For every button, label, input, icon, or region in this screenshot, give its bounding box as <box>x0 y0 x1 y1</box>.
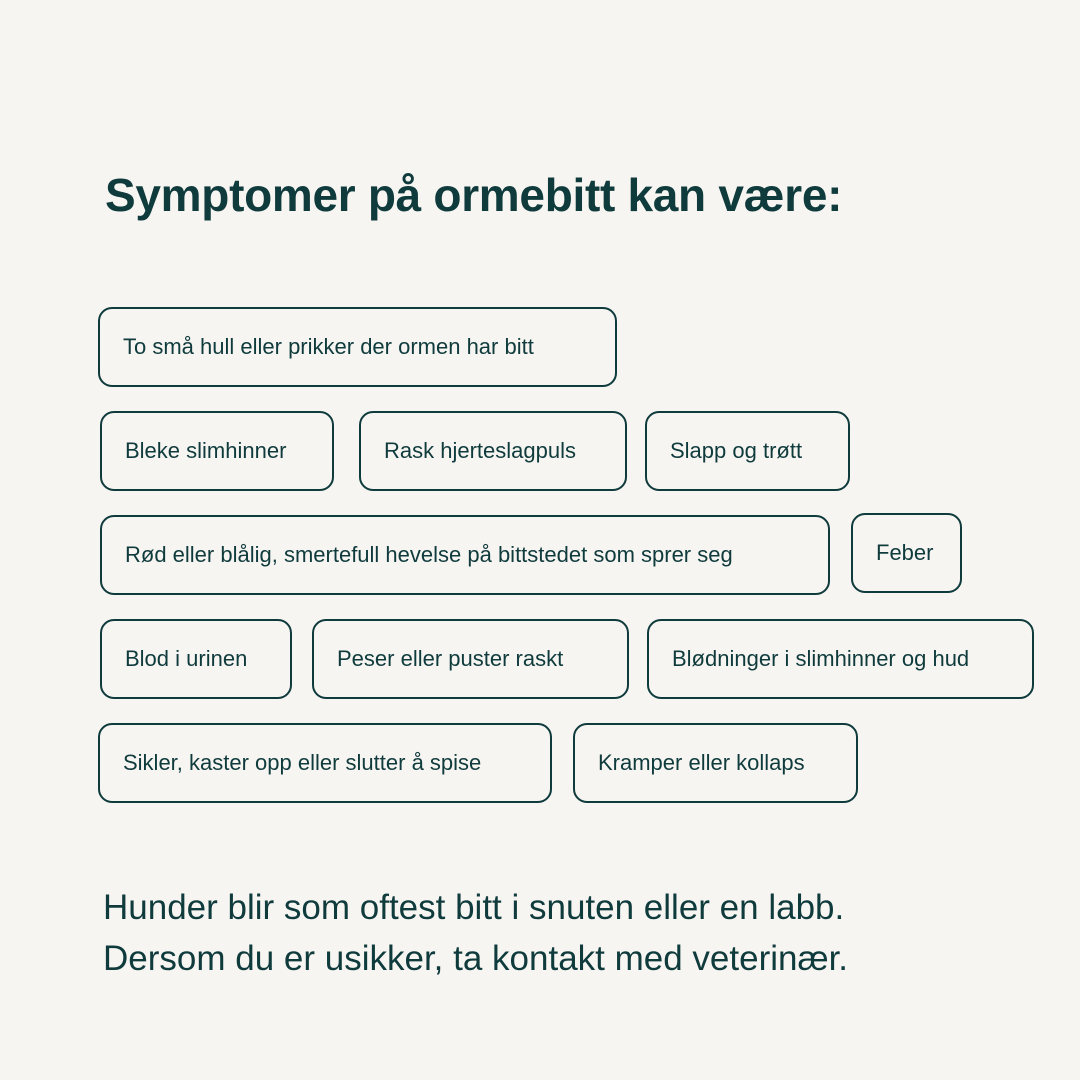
symptom-chip-label: Sikler, kaster opp eller slutter å spise <box>123 750 482 775</box>
symptom-chip-label: Peser eller puster raskt <box>337 646 564 671</box>
symptom-chip-label: Slapp og trøtt <box>670 438 803 463</box>
symptom-chip-bleeding <box>647 619 1034 699</box>
symptom-chip-label: Blod i urinen <box>125 646 248 671</box>
symptom-chip-label: Blødninger i slimhinner og hud <box>672 646 970 671</box>
symptom-chip-lethargic <box>645 411 850 491</box>
page-title: Symptomer på ormebitt kan være: <box>105 169 843 221</box>
symptom-chip-seizures <box>573 723 858 803</box>
symptom-chip-swelling <box>100 515 830 595</box>
symptom-chip-label: Rask hjerteslagpuls <box>384 438 576 463</box>
symptom-chip-blood-urine <box>100 619 292 699</box>
footer-line-1: Hunder blir som oftest bitt i snuten eller en labb. <box>103 888 845 927</box>
symptom-chip-fever <box>851 513 962 593</box>
symptom-chip-label: Feber <box>876 540 934 565</box>
symptom-chip-label: Kramper eller kollaps <box>598 750 805 775</box>
symptom-chip-small-holes <box>98 307 617 387</box>
symptom-chip-pale-gums <box>100 411 334 491</box>
symptom-chip-rapid-pulse <box>359 411 627 491</box>
symptom-chip-drooling <box>98 723 552 803</box>
symptom-chip-panting <box>312 619 629 699</box>
symptom-chip-label: Rød eller blålig, smertefull hevelse på bittstedet som sprer seg <box>125 542 733 567</box>
footer-line-2: Dersom du er usikker, ta kontakt med veterinær. <box>103 939 849 978</box>
footer-note <box>103 882 1043 984</box>
symptom-chip-label: Bleke slimhinner <box>125 438 287 463</box>
symptom-chip-label: To små hull eller prikker der ormen har bitt <box>123 334 534 359</box>
